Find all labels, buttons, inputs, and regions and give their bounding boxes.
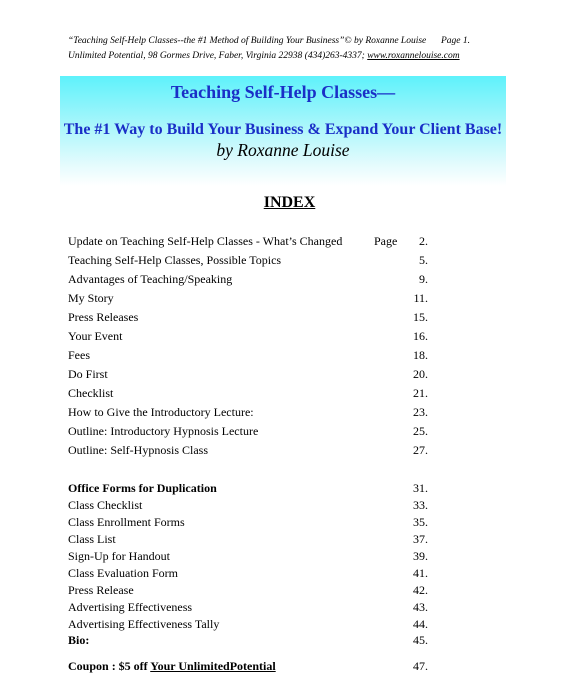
banner-subtitle: The #1 Way to Build Your Business & Expand Your Client Base! [63,121,503,138]
coupon-link[interactable]: Your UnlimitedPotential [150,659,276,673]
index-label: Class Checklist [68,498,143,512]
index-page: 20. [413,367,428,381]
index-row [68,386,428,402]
bio-row [68,633,428,649]
index-label: Press Release [68,583,134,597]
page-column-label: Page [374,234,398,248]
index-page: 2. [419,234,428,248]
header-address: Unlimited Potential, 98 Gormes Drive, Faber, Virginia 22938 (434)263-4337; [68,51,368,61]
website-link[interactable]: www.roxannelouise.com [367,51,460,61]
header-title: “Teaching Self-Help Classes--the #1 Method of Building Your Business”© by Roxanne Louise [68,36,427,46]
index-row [68,498,428,514]
index-row [68,549,428,565]
index-page: 25. [413,424,428,438]
index-page: 16. [413,329,428,343]
index-page: 44. [413,617,428,631]
index-row [68,600,428,616]
index-row [68,515,428,531]
index-page: 9. [419,272,428,286]
index-row [68,617,428,633]
index-label: Update on Teaching Self-Help Classes - What’s Changed [68,234,343,248]
index-label: Teaching Self-Help Classes, Possible Topics [68,253,282,267]
running-header-address [68,51,460,61]
index-label: Class Evaluation Form [68,566,178,580]
index-row [68,367,428,383]
index-label: How to Give the Introductory Lecture: [68,405,254,419]
index-label: Advantages of Teaching/Speaking [68,272,233,286]
index-page: 42. [413,583,428,597]
index-row [68,348,428,364]
index-row [68,253,428,269]
forms-heading: Office Forms for Duplication [68,481,217,495]
index-page: 15. [413,310,428,324]
index-label: Your Event [68,329,123,343]
index-label: Class List [68,532,116,546]
coupon-label [68,659,276,674]
index-page: 35. [413,515,428,529]
index-page: 18. [413,348,428,362]
index-label: Do First [68,367,108,381]
index-row [68,329,428,345]
bio-label: Bio: [68,633,90,647]
index-page: 43. [413,600,428,614]
index-row [68,532,428,548]
index-row [68,405,428,421]
index-page: 39. [413,549,428,563]
coupon-offer: : $5 off [108,659,151,673]
index-label: My Story [68,291,114,305]
index-page: 11. [413,291,428,305]
index-label: Class Enrollment Forms [68,515,185,529]
index-row [68,291,428,307]
index-page: 31. [413,481,428,495]
index-page: 47. [413,659,428,673]
index-page: 21. [413,386,428,400]
index-label: Fees [68,348,90,362]
index-page: 27. [413,443,428,457]
index-row [68,443,428,459]
header-page-number: Page 1. [441,36,471,46]
coupon-prefix: Coupon [68,659,109,673]
index-row [68,272,428,288]
index-label: Press Releases [68,310,139,324]
index-page: 23. [413,405,428,419]
index-label: Outline: Introductory Hypnosis Lecture [68,424,259,438]
index-row [68,566,428,582]
index-row [68,310,428,326]
index-page: 33. [413,498,428,512]
banner-author: by Roxanne Louise [216,140,350,160]
index-heading: INDEX [263,194,316,211]
index-page: 5. [419,253,428,267]
index-row [68,234,428,250]
index-page: 37. [413,532,428,546]
index-label: Checklist [68,386,114,400]
forms-heading-row [68,481,428,497]
coupon-row [68,659,428,675]
index-page: 41. [413,566,428,580]
index-label: Sign-Up for Handout [68,549,170,563]
index-label: Advertising Effectiveness [68,600,193,614]
running-header [68,36,471,46]
index-page: 45. [413,633,428,647]
index-label: Advertising Effectiveness Tally [68,617,220,631]
index-label: Outline: Self-Hypnosis Class [68,443,208,457]
banner-title: Teaching Self-Help Classes— [170,82,396,102]
index-row [68,424,428,440]
index-row [68,583,428,599]
